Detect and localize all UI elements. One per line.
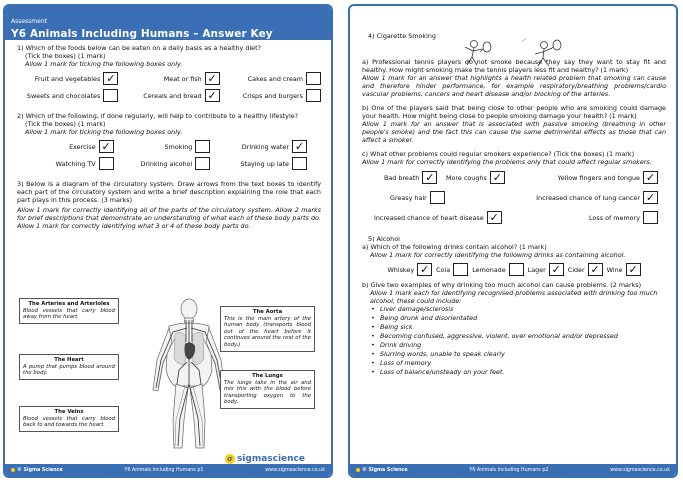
checkbox[interactable] <box>99 157 114 170</box>
q5a-drinks <box>362 263 666 276</box>
q2-option <box>122 140 211 153</box>
drink-option <box>528 263 564 276</box>
checkbox[interactable]: ✓ <box>103 72 118 85</box>
checkbox[interactable]: ✓ <box>487 211 502 224</box>
list-item: • Being drunk and disorientated <box>380 314 666 323</box>
q1-options <box>17 72 321 102</box>
checkbox[interactable] <box>430 191 445 204</box>
option-label: Cola <box>436 265 451 274</box>
textbox-title: The Aorta <box>252 309 283 315</box>
option-label: Loss of memory <box>589 213 640 222</box>
aorta-textbox <box>220 306 315 352</box>
option-label: Cakes and cream <box>247 74 303 83</box>
footer-brand-text: © Sigma Science <box>362 467 408 473</box>
q4a-marking: Allow 1 mark for an answer that highlights a health related problem that smoking can cause and therefore hinder performance, for example respiratory/breathing problems/cardio vascular problems, cancers and heart disease and/or blocking of the arteries. <box>362 74 666 98</box>
option-label: Staying up late <box>240 159 289 168</box>
q4c-marking: Allow 1 mark for correctly identifying the problems only that could affect regular smokers. <box>362 158 652 166</box>
q4a-question: a) Professional tennis players do not smoke because they say they want to stay fit and healthy. How might smoking make the tennis players less fit and healthy? (1 mark) <box>362 58 666 74</box>
option-label: Bad breath <box>384 173 420 182</box>
checkbox[interactable] <box>509 263 524 276</box>
page-title: Y6 Animals Including Humans – Answer Key <box>11 28 273 40</box>
q1-option <box>228 72 321 85</box>
list-item: • Being sick <box>380 323 666 332</box>
q1-instruction: (Tick the boxes) (1 mark) <box>25 52 106 60</box>
option-label: More coughs <box>446 173 487 182</box>
textbox-description: The lungs take in the air and mix this with the blood before transporting oxygen to the body. <box>224 379 311 406</box>
footer-url[interactable]: www.sigmascience.co.uk <box>610 467 670 473</box>
q1-option <box>25 89 118 102</box>
checkbox[interactable]: ✓ <box>205 72 220 85</box>
page-footer <box>350 464 676 476</box>
lungs-textbox <box>220 370 315 409</box>
q1-option <box>25 72 118 85</box>
q4c-option <box>589 211 658 224</box>
textbox-description: Blood vessels that carry blood back to and towards the heart. <box>23 415 115 429</box>
sigma-logo-icon: σ <box>225 454 235 464</box>
footer-page-label: Y6 Animals Including Humans p2 <box>469 467 549 473</box>
list-item: • Loss of memory <box>380 359 666 368</box>
list-item: • Liver damage/sclerosis <box>380 305 666 314</box>
checkbox[interactable] <box>306 72 321 85</box>
q1-question: 1) Which of the foods below can be eaten on a daily basis as a healthy diet? <box>17 44 262 52</box>
q4b-question: b) One of the players said that being close to other people who are smoking could damage your health. How might being close to people smoking damage your health? (1 mark) <box>362 104 666 120</box>
list-item: • Drink driving <box>380 341 666 350</box>
checkbox[interactable]: ✓ <box>417 263 432 276</box>
checkbox[interactable]: ✓ <box>588 263 603 276</box>
footer-brand <box>356 468 408 473</box>
q2-option <box>218 140 307 153</box>
drink-option <box>387 263 432 276</box>
option-label: Increased chance of lung cancer <box>536 193 640 202</box>
checkbox[interactable] <box>453 263 468 276</box>
q2-options <box>17 140 321 170</box>
assessment-tag: Assessment <box>11 18 47 25</box>
textbox-title: The Lungs <box>252 373 283 379</box>
option-label: Watching TV <box>55 159 96 168</box>
q5-heading: 5) Alcohol <box>368 235 400 243</box>
q4c-option <box>374 211 502 224</box>
footer-url[interactable]: www.sigmascience.co.uk <box>265 467 325 473</box>
page-footer <box>5 464 331 476</box>
sigmascience-logo <box>225 454 305 464</box>
option-label: Cereals and bread <box>143 91 202 100</box>
footer-brand-text: © Sigma Science <box>17 467 63 473</box>
q4c-options <box>362 171 666 229</box>
option-label: Increased chance of heart disease <box>374 213 484 222</box>
checkbox[interactable] <box>195 140 210 153</box>
veins-textbox <box>19 406 119 432</box>
q2-marking: Allow 1 mark for ticking the following boxes only. <box>25 128 183 136</box>
arteries-textbox <box>19 298 119 324</box>
tennis-players-illustration <box>462 38 572 68</box>
q4c-option <box>384 171 437 184</box>
checkbox[interactable]: ✓ <box>490 171 505 184</box>
q5a-question: a) Which of the following drinks contain alcohol? (1 mark) <box>362 243 547 251</box>
q2-question: 2) Which of the following, if done regularly, will help to contribute to a healthy lifestyle? <box>17 112 299 120</box>
q1-option <box>228 89 321 102</box>
textbox-description: Blood vessels that carry blood away from the heart. <box>23 307 115 321</box>
page-body <box>5 40 331 230</box>
q4c-option <box>390 191 445 204</box>
q4c-option <box>558 171 658 184</box>
textbox-title: The Veins <box>54 409 84 415</box>
checkbox[interactable]: ✓ <box>643 191 658 204</box>
checkbox[interactable] <box>292 157 307 170</box>
textbox-description: A pump that pumps blood around the body. <box>23 363 115 377</box>
checkbox[interactable] <box>195 157 210 170</box>
q2-option <box>122 157 211 170</box>
checkbox[interactable]: ✓ <box>205 89 220 102</box>
option-label: Lemonade <box>472 265 506 274</box>
option-label: Greasy hair <box>390 193 427 202</box>
drink-option <box>568 263 603 276</box>
option-label: Whiskey <box>387 265 415 274</box>
checkbox[interactable] <box>103 89 118 102</box>
q3-marking: Allow 1 mark for correctly identifying all of the parts of the circulatory system. Allow 2 marks for brief descriptions that demonstrate an understanding of what each of these body parts do. Allow 1 mark for correctly identifying what 3 or 4 of these body parts do. <box>17 206 321 230</box>
checkbox[interactable]: ✓ <box>626 263 641 276</box>
q4c-question: c) What other problems could regular smokers experience? (Tick the boxes) (1 mark) <box>362 150 635 158</box>
option-label: Lager <box>527 265 546 274</box>
q4c-option <box>446 171 505 184</box>
q5b-marking: Allow 1 mark each for identifying recognised problems associated with drinking too much alcohol, these could include: <box>370 289 658 305</box>
q4-heading: 4) Cigarette Smoking <box>368 32 436 40</box>
checkbox[interactable] <box>306 89 321 102</box>
q5b-answer-list <box>362 305 666 377</box>
list-item: • Slurring words, unable to speak clearly <box>380 350 666 359</box>
checkbox[interactable]: ✓ <box>643 171 658 184</box>
option-label: Wine <box>606 265 623 274</box>
drink-option <box>436 263 468 276</box>
circulatory-diagram <box>19 296 317 454</box>
option-label: Exercise <box>69 142 96 151</box>
footer-page-label: Y6 Animals Including Humans p1 <box>124 467 204 473</box>
q3-question: 3) Below is a diagram of the circulatory system. Draw arrows from the text boxes to identify each part of the circulatory system and write a brief description explaining the role that each part plays in this process. (3 marks) <box>17 180 321 204</box>
option-label: Drinking alcohol <box>140 159 193 168</box>
q5a-marking: Allow 1 mark for correctly identifying the following drinks as containing alcohol. <box>370 251 626 259</box>
checkbox[interactable] <box>643 211 658 224</box>
q1-marking: Allow 1 mark for ticking the following boxes only. <box>25 60 183 68</box>
footer-brand <box>11 468 63 473</box>
option-label: Sweets and chocolates <box>26 91 101 100</box>
brand-dot-icon <box>11 468 15 472</box>
textbox-title: The Arteries and Arterioles <box>28 301 110 307</box>
checkbox[interactable]: ✓ <box>99 140 114 153</box>
brand-dot-icon <box>356 468 360 472</box>
heart-textbox <box>19 354 119 380</box>
textbox-title: The Heart <box>54 357 84 363</box>
option-label: Meat or fish <box>163 74 202 83</box>
option-label: Crisps and burgers <box>242 91 303 100</box>
logo-text: sigmascience <box>236 454 305 464</box>
page-header <box>5 6 331 40</box>
q2-option <box>25 157 114 170</box>
checkbox[interactable]: ✓ <box>422 171 437 184</box>
option-label: Drinking water <box>241 142 289 151</box>
q4c-option <box>536 191 658 204</box>
worksheet-page-1 <box>3 4 333 478</box>
q2-option <box>218 157 307 170</box>
drink-option <box>607 263 641 276</box>
page-body <box>350 6 676 377</box>
checkbox[interactable]: ✓ <box>292 140 307 153</box>
drink-option <box>472 263 523 276</box>
list-item: • Becoming confused, aggressive, violent, over emotional and/or depressed <box>380 332 666 341</box>
option-label: Smoking <box>164 142 193 151</box>
q2-option <box>25 140 114 153</box>
option-label: Fruit and vegetables <box>34 74 101 83</box>
q2-instruction: (Tick the boxes) (1 mark) <box>25 120 106 128</box>
checkbox[interactable]: ✓ <box>549 263 564 276</box>
q1-option <box>126 89 219 102</box>
option-label: Yellow fingers and tongue <box>557 173 640 182</box>
list-item: • Loss of balance/unsteady on your feet. <box>380 368 666 377</box>
worksheet-page-2 <box>348 4 678 478</box>
textbox-description: This is the main artery of the human body (transports blood out of the heart before it continues around the rest of the body.) <box>224 315 311 348</box>
option-label: Cider <box>567 265 585 274</box>
q5b-question: b) Give two examples of why drinking too much alcohol can cause problems. (2 marks) <box>362 281 642 289</box>
q4b-marking: Allow 1 mark for an answer that is associated with passive smoking (breathing in other people's smoke) and the fact this can cause the same detrimental effects as those that can affect a smoker. <box>362 120 666 144</box>
q1-option <box>126 72 219 85</box>
